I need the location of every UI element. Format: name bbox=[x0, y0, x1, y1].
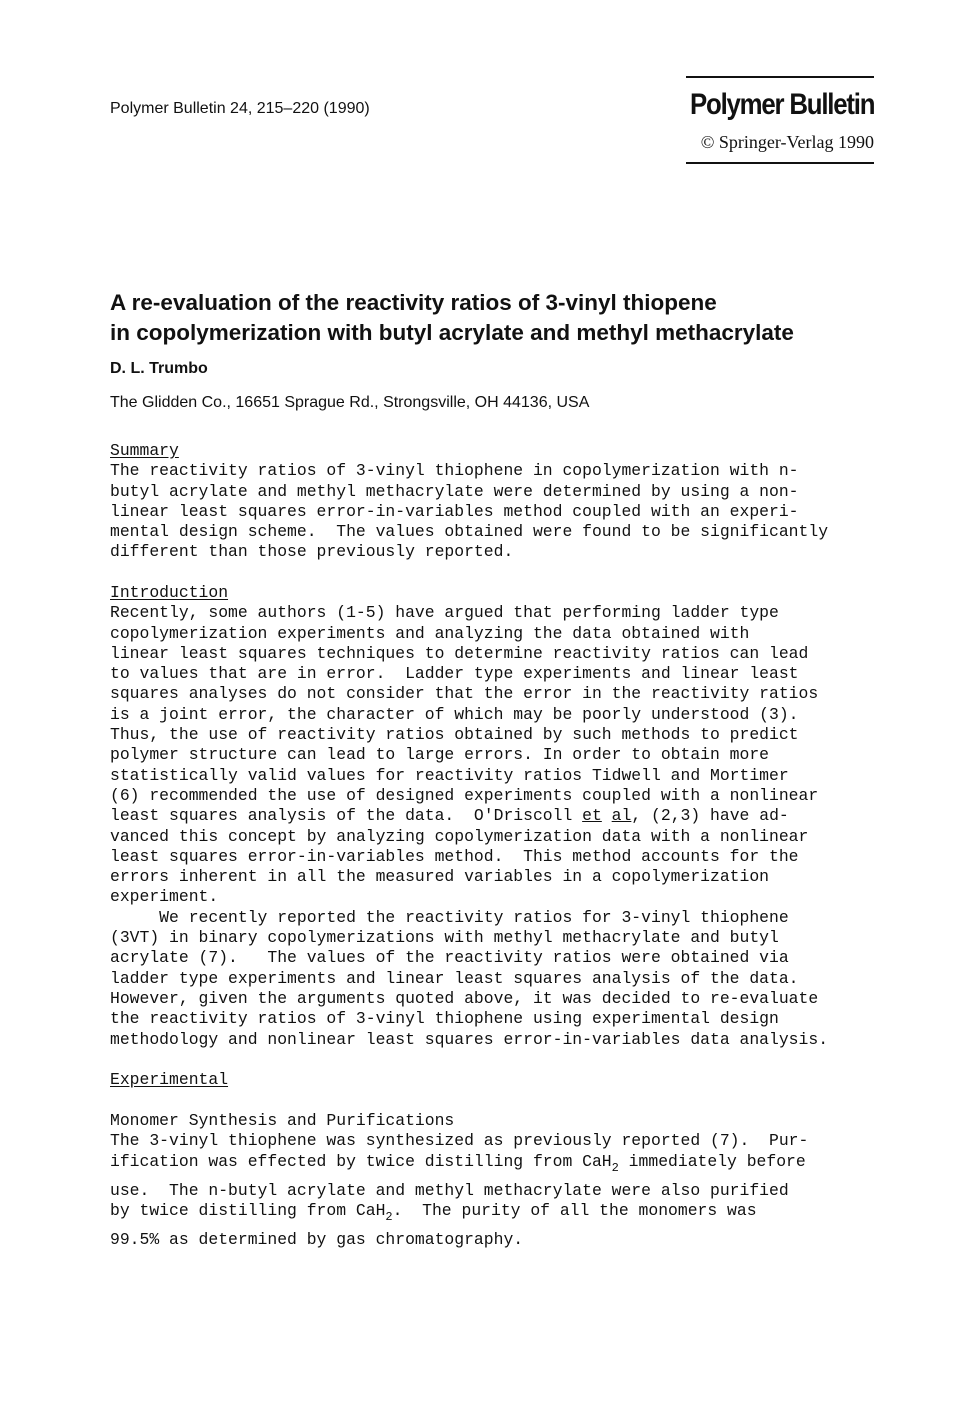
summary-section bbox=[110, 441, 870, 563]
masthead-top-rule bbox=[686, 76, 874, 78]
text-line: Recently, some authors (1-5) have argued that performing ladder type bbox=[110, 603, 779, 623]
article-title bbox=[110, 288, 910, 348]
text-line: vanced this concept by analyzing copolymerization data with a nonlinear bbox=[110, 826, 809, 846]
text-fragment: , (2,3) have ad- bbox=[631, 806, 789, 826]
text-line: statistically valid values for reactivity ratios Tidwell and Mortimer bbox=[110, 765, 789, 785]
text-fragment: immediately before bbox=[618, 1151, 806, 1171]
text-line: However, given the arguments quoted above, it was decided to re-evaluate bbox=[110, 988, 819, 1008]
text-fragment: least squares analysis of the data. O'Driscoll bbox=[110, 806, 583, 826]
text-line: different than those previously reported. bbox=[110, 542, 514, 562]
text-fragment bbox=[602, 806, 612, 825]
masthead-bottom-rule bbox=[686, 162, 874, 164]
text-line: least squares error-in-variables method. This method accounts for the bbox=[110, 846, 799, 866]
section-heading: Summary bbox=[110, 441, 179, 460]
text-line: The reactivity ratios of 3-vinyl thiophene in copolymerization with n- bbox=[110, 461, 799, 481]
journal-logo: Polymer Bulletin bbox=[689, 88, 874, 121]
text-line: the reactivity ratios of 3-vinyl thiophene using experimental design bbox=[110, 1009, 779, 1029]
text-line: use. The n-butyl acrylate and methyl methacrylate were also purified bbox=[110, 1180, 789, 1200]
author-affiliation: The Glidden Co., 16651 Sprague Rd., Strongsville, OH 44136, USA bbox=[110, 394, 590, 411]
text-line: experiment. bbox=[110, 887, 219, 907]
text-line: copolymerization experiments and analyzing the data obtained with bbox=[110, 623, 750, 643]
text-line: Thus, the use of reactivity ratios obtained by such methods to predict bbox=[110, 725, 799, 745]
text-line: squares analyses do not consider that the error in the reactivity ratios bbox=[110, 684, 819, 704]
text-line bbox=[110, 1201, 870, 1225]
text-line: We recently reported the reactivity ratios for 3-vinyl thiophene bbox=[110, 907, 789, 927]
text-line: 99.5% as determined by gas chromatography. bbox=[110, 1230, 524, 1250]
title-line: in copolymerization with butyl acrylate and methyl methacrylate bbox=[110, 320, 794, 345]
journal-citation: Polymer Bulletin 24, 215–220 (1990) bbox=[110, 100, 370, 117]
subscript: 2 bbox=[611, 1160, 619, 1175]
et-al-emphasis: et bbox=[582, 806, 602, 826]
text-line bbox=[110, 1151, 870, 1175]
experimental-section bbox=[110, 1111, 870, 1251]
text-line: (3VT) in binary copolymerizations with methyl methacrylate and butyl bbox=[110, 928, 779, 948]
text-line: (6) recommended the use of designed experiments coupled with a nonlinear bbox=[110, 785, 819, 805]
author-name: D. L. Trumbo bbox=[110, 360, 208, 377]
text-line: linear least squares techniques to determine reactivity ratios can lead bbox=[110, 643, 809, 663]
copyright-notice: © Springer-Verlag 1990 bbox=[700, 132, 874, 152]
text-line: polymer structure can lead to large errors. In order to obtain more bbox=[110, 745, 770, 765]
text-line: The 3-vinyl thiophene was synthesized as previously reported (7). Pur- bbox=[110, 1131, 809, 1151]
introduction-section bbox=[110, 583, 870, 1050]
text-line: methodology and nonlinear least squares error-in-variables data analysis. bbox=[110, 1029, 829, 1049]
text-line: acrylate (7). The values of the reactivity ratios were obtained via bbox=[110, 948, 789, 968]
text-line: is a joint error, the character of which may be poorly understood (3). bbox=[110, 704, 799, 724]
section-heading: Introduction bbox=[110, 583, 229, 602]
text-fragment: by twice distilling from CaH bbox=[110, 1201, 386, 1221]
text-line: errors inherent in all the measured variables in a copolymerization bbox=[110, 867, 770, 887]
text-line bbox=[110, 806, 870, 826]
et-al-emphasis: al bbox=[611, 806, 632, 826]
title-line: A re-evaluation of the reactivity ratios of 3-vinyl thiopene bbox=[110, 290, 717, 315]
subscript: 2 bbox=[385, 1210, 393, 1225]
text-line: butyl acrylate and methyl methacrylate were determined by using a non- bbox=[110, 481, 799, 501]
text-line: mental design scheme. The values obtained were found to be significantly bbox=[110, 522, 829, 542]
subsection-heading: Monomer Synthesis and Purifications bbox=[110, 1111, 455, 1130]
text-line: linear least squares error-in-variables method coupled with an experi- bbox=[110, 501, 799, 521]
text-fragment: . The purity of all the monomers was bbox=[392, 1201, 757, 1221]
experimental-heading-block bbox=[110, 1070, 870, 1090]
text-line: to values that are in error. Ladder type experiments and linear least bbox=[110, 664, 799, 684]
text-fragment: ification was effected by twice distilling from CaH bbox=[110, 1151, 612, 1171]
text-line: ladder type experiments and linear least squares analysis of the data. bbox=[110, 968, 799, 988]
section-heading: Experimental bbox=[110, 1070, 229, 1089]
